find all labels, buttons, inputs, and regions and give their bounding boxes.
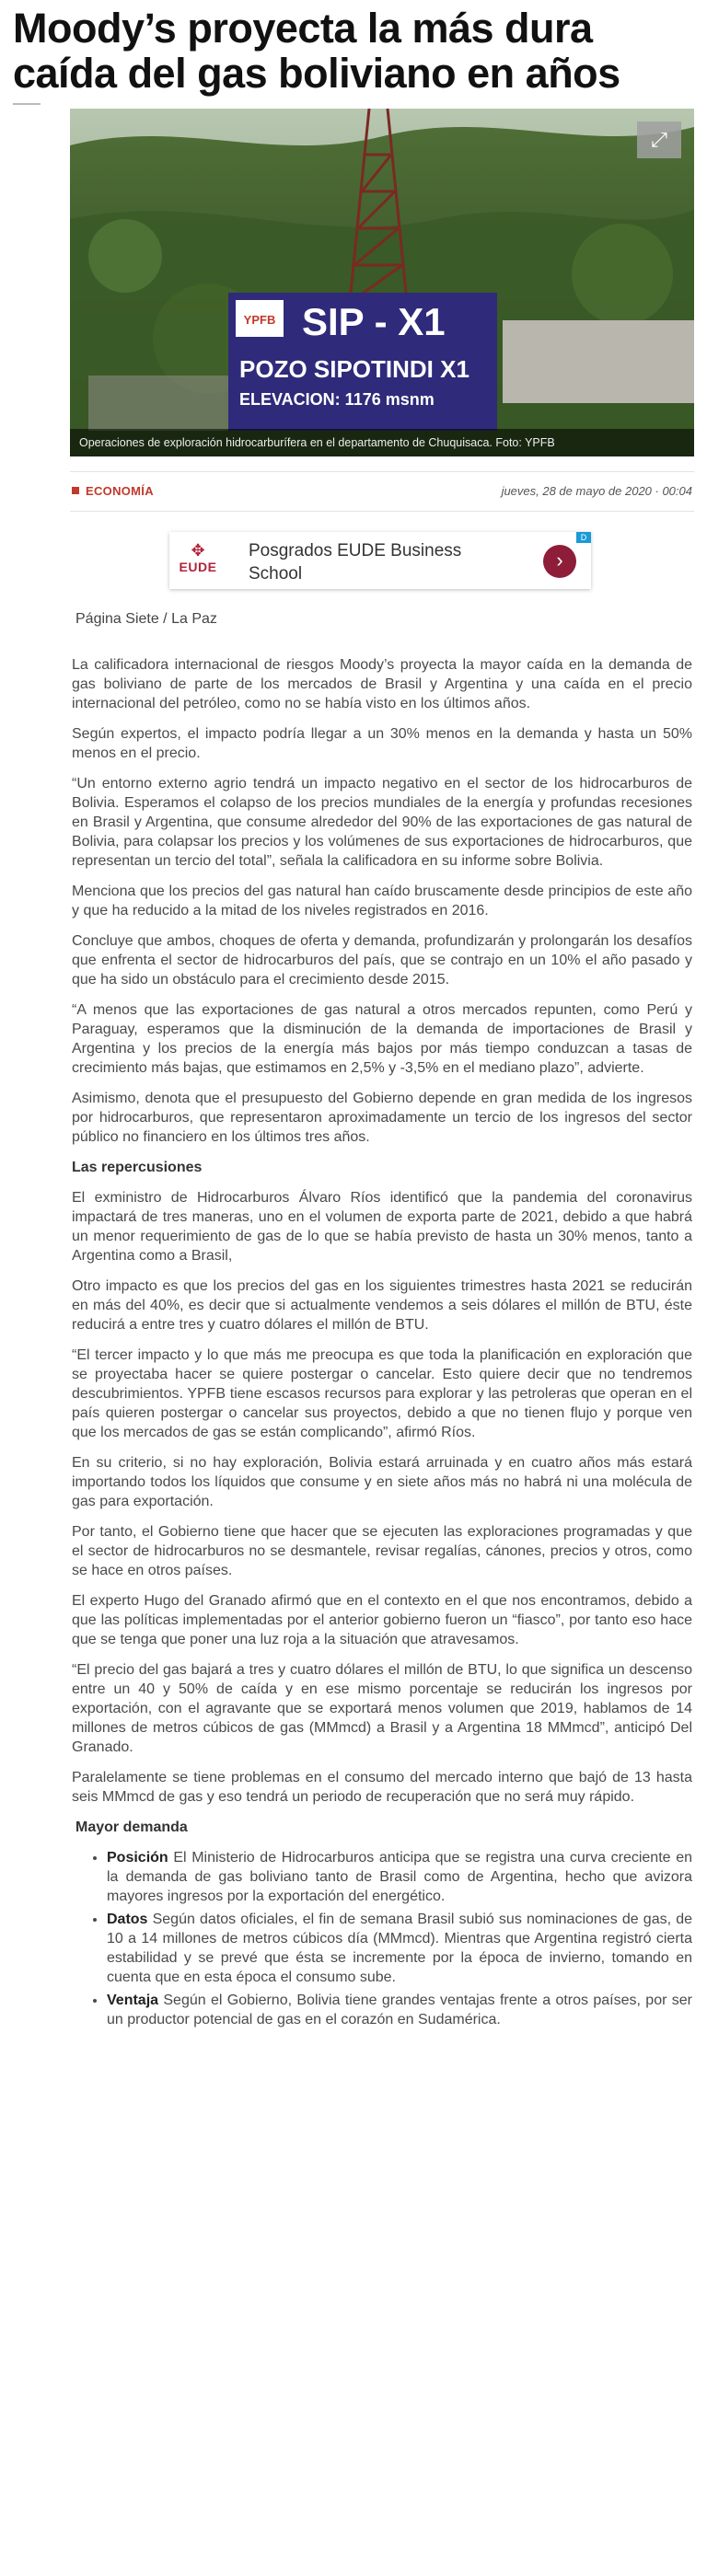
section-link[interactable]	[72, 484, 154, 498]
list-item	[107, 1910, 692, 1987]
paragraph: El exministro de Hidrocarburos Álvaro Ríos identificó que la pandemia del coronavirus impactará de tres maneras, uno en el volumen de exporta parte de 2021, debido a que habrá un menor requerimiento de gas de lo que se había previsto de hasta un 30% menos, tanto a Argentina como a Brasil,	[72, 1190, 692, 1264]
sign-line-2: POZO SIPOTINDI X1	[239, 355, 469, 383]
bullet-text: El Ministerio de Hidrocarburos anticipa que se registra una curva creciente en la demanda de gas boliviano tanto de Brasil como de Argentina, hecho que avizora mayores ingresos por la exportación del energético.	[107, 1850, 692, 1904]
subheading-repercusiones: Las repercusiones	[72, 1160, 203, 1175]
paragraph: “El tercer impacto y lo que más me preocupa es que toda la planificación en exploración que se proyectaba hacer se quiere postergar o cancelar. Esto quiere decir que no tendremos descubrimientos. YPFB tiene escasos recursos para explorar y las petroleras que operan en el país quieren postergar o cancelar sus proyectos, debido a que no tienen flujo y porque ven que los mercados de gas se están complicando”, afirmó Ríos.	[72, 1347, 692, 1440]
bullet-text: Según el Gobierno, Bolivia tiene grandes ventajas frente a otros países, por ser un productor potencial de gas en el corazón en Sudamérica.	[107, 1993, 692, 2027]
paragraph: La calificadora internacional de riesgos Moody’s proyecta la mayor caída en la demanda de gas boliviano de parte de los mercados de Brasil y Argentina y una caída en el precio internacional del petróleo, como no se había visto en los últimos años.	[72, 657, 692, 711]
article-title: Moody’s proyecta la más dura caída del gas boliviano en años	[13, 5, 620, 97]
byline: Página Siete / La Paz	[75, 611, 217, 627]
list-item	[107, 1848, 692, 1906]
sign-line-1: SIP - X1	[302, 300, 446, 343]
ad-title[interactable]: Posgrados EUDE Business School	[249, 541, 462, 583]
paragraph: Menciona que los precios del gas natural han caído bruscamente desde principios de este año y que ha reducido a la mitad de los niveles registrados en 2016.	[72, 884, 692, 918]
paragraph: En su criterio, si no hay exploración, Bolivia estará arruinada y en cuatro años más estará importando todos los líquidos que consume y en siete años más no habrá ni una molécula de gas para exportación.	[72, 1455, 692, 1509]
title-divider	[13, 103, 41, 105]
paragraph: “Un entorno externo agrio tendrá un impacto negativo en el sector de los hidrocarburos de Bolivia. Esperamos el colapso de los precios mundiales de la energía y profundas recesiones en Brasil y Argentina, que consume alrededor del 90% de las exportaciones de gas natural de Bolivia, para colapsar los precios y los volúmenes de sus exportaciones de hidrocarburos, que representan un tercio del total”, señala la calificadora en su informe sobre Bolivia.	[72, 776, 692, 869]
subheading-mayor-demanda: Mayor demanda	[75, 1819, 188, 1835]
hero-image[interactable]	[70, 109, 694, 456]
paragraph: Otro impacto es que los precios del gas en los siguientes trimestres hasta 2021 se reducirán en más del 40%, es decir que si actualmente vendemos a seis dólares el millón de BTU, éste reducirá a entre tres y cuatro dólares el millón de BTU.	[72, 1278, 692, 1333]
paragraph: “El precio del gas bajará a tres y cuatro dólares el millón de BTU, lo que significa un descenso entre un 40 y 50% de caída y en ese mismo porcentaje se reducirán los ingresos por exportación, con el agravante que se exportará menos volumen que 2019, hablamos de 14 millones de metros cúbicos de gas (MMmcd) a Brasil y a Argentina 18 MMmcd”, anticipó Del Granado.	[72, 1662, 692, 1755]
bullet-text: Según datos oficiales, el fin de semana Brasil subió sus nominaciones de gas, de 10 a 14 millones de metros cúbicos día (MMmcd). Mientras que Argentina registró cierta estabilidad y se prevé que ésta se incremente por la época de invierno, tomando en cuenta que en esta época el consumo sube.	[107, 1912, 692, 1985]
section-square-icon	[72, 487, 79, 494]
paragraph: Paralelamente se tiene problemas en el consumo del mercado interno que bajó de 13 hasta seis MMmcd de gas y eso tendrá un periodo de recuperación que no será muy rápido.	[72, 1770, 692, 1805]
publish-date: jueves, 28 de mayo de 2020 · 00:04	[501, 484, 692, 498]
eude-logo-icon: ✥	[191, 541, 205, 560]
ad-banner[interactable]	[169, 532, 591, 589]
bullet-list	[72, 1848, 692, 2029]
bullet-term: Datos	[107, 1912, 148, 1927]
paragraph: Asimismo, denota que el presupuesto del Gobierno depende en gran medida de los ingresos por hidrocarburos, que representaron aproximadamente un tercio de los ingresos del sector público no financiero en los últimos tres años.	[72, 1091, 692, 1145]
paragraph: “A menos que las exportaciones de gas natural a otros mercados repunten, como Perú y Paraguay, esperamos que la disminución de la demanda de importaciones de Brasil y Argentina y los precios de la energía más bajos por más tiempo conduzcan a tasas de crecimiento más bajas, que estimamos en 2,5% y -3,5% en el mediano plazo”, advierte.	[72, 1002, 692, 1076]
sign-line-3: ELEVACION: 1176 msnm	[239, 390, 435, 409]
paragraph: Según expertos, el impacto podría llegar a un 30% menos en la demanda y hasta un 50% menos en el precio.	[72, 726, 692, 761]
bullet-term: Ventaja	[107, 1993, 159, 2008]
article-meta	[70, 471, 694, 512]
expand-icon[interactable]: ⤢	[637, 121, 681, 158]
ad-logo	[177, 541, 219, 582]
chevron-right-icon[interactable]: ›	[543, 545, 576, 578]
ad-choices-icon[interactable]: D	[576, 532, 591, 543]
hero-photo-illustration	[70, 109, 694, 456]
list-item	[107, 1991, 692, 2029]
image-caption: Operaciones de exploración hidrocarburífera en el departamento de Chuquisaca. Foto: YPFB	[70, 429, 694, 456]
bullet-term: Posición	[107, 1850, 168, 1866]
sign-logo: YPFB	[243, 313, 276, 327]
paragraph: Por tanto, el Gobierno tiene que hacer que se ejecuten las exploraciones programadas y que el sector de hidrocarburos no se desmantele, revisar regalías, cánones, precios y otros, como se hace en otros países.	[72, 1524, 692, 1578]
article-body	[72, 655, 692, 2033]
paragraph: El experto Hugo del Granado afirmó que en el contexto en el que nos encontramos, debido a que las políticas implementadas por el anterior gobierno fueron un “fiasco”, por tanto eso hace que se tenga que poner una luz roja a la situación que atravesamos.	[72, 1593, 692, 1647]
section-label[interactable]: ECONOMÍA	[86, 484, 154, 498]
ad-logo-text: EUDE	[179, 560, 217, 574]
paragraph: Concluye que ambos, choques de oferta y demanda, profundizarán y prolongarán los desafíos que enfrenta el sector de hidrocarburos del país, que se contrajo en un 10% el año pasado y que ha sido un obstáculo para el crecimiento desde 2015.	[72, 933, 692, 988]
